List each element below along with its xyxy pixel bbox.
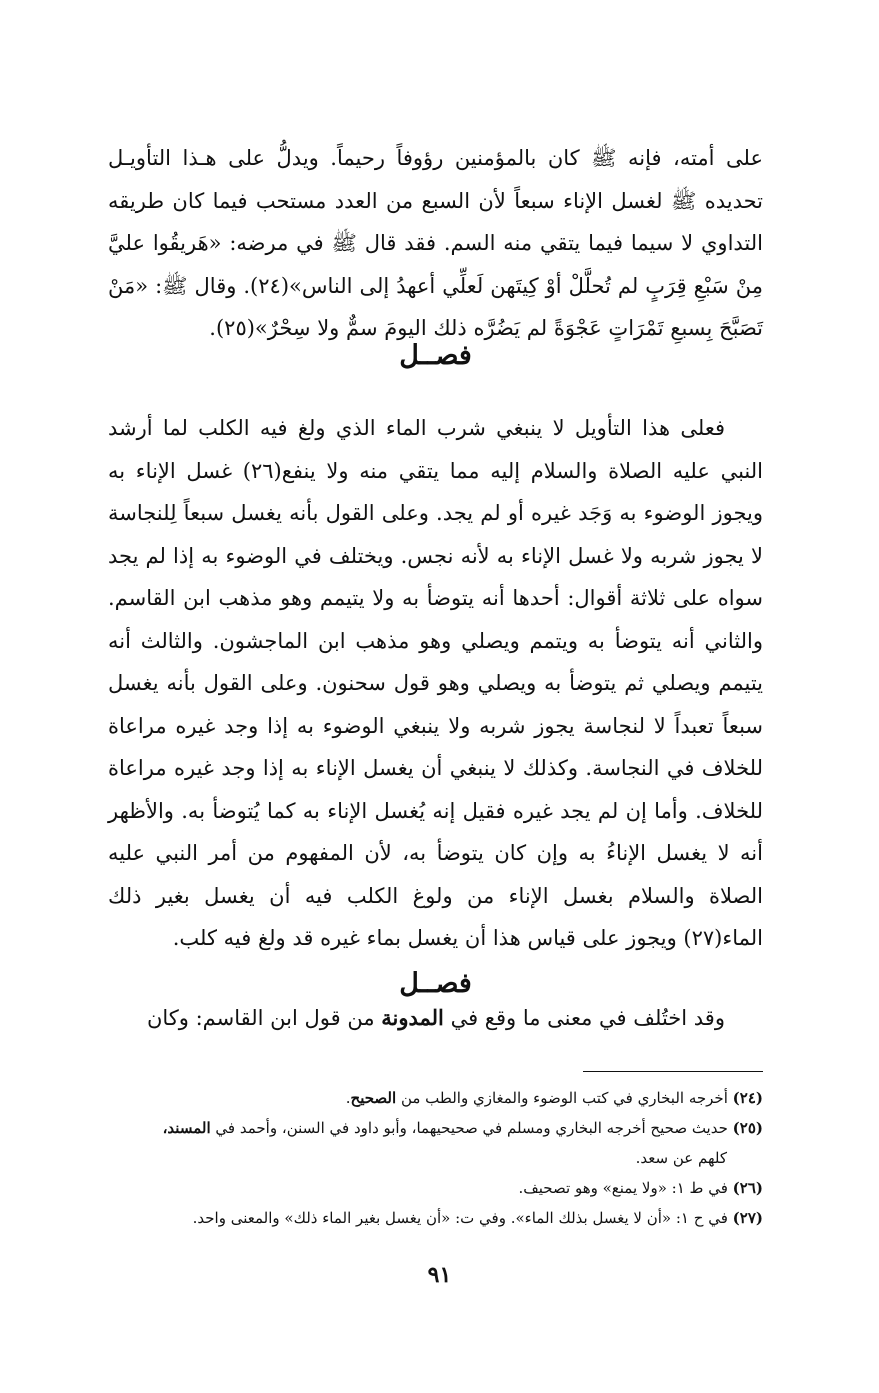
paragraph-continuation: على أمته، فإنه ﷺ كان بالمؤمنين رؤوفاً رحيماً. ويدلُّ على هـذا التأويـل تحديده ﷺ لغسل الإناء سبعاً لأن السبع من العدد مستحب فيما كان طريقه التداوي لا سيما فيما يتقي منه السم. فقد قال ﷺ في مرضه: «هَريقُوا عليَّ مِنْ سَبْعِ قِرَبٍ لم تُحلَّلْ أوْ كِيتَهن لَعلِّي أعهدُ إلى الناس»(٢٤). وقال ﷺ: «مَنْ تَصَبَّحَ بِسبعِ تَمْرَاتٍ عَجْوَةً لم يَضُرَّه ذلك اليومَ سمٌّ ولا سِحْرٌ»(٢٥). — [108, 146, 763, 340]
section-heading: فصــل — [399, 340, 472, 371]
body-text-top — [108, 137, 763, 350]
footnote-25-continuation: كلهم عن سعد. — [635, 1149, 727, 1167]
footnote-26 — [108, 1173, 763, 1203]
section-heading: فصــل — [399, 968, 472, 999]
footnote-number: (٢٧) — [732, 1209, 763, 1227]
footnote-separator — [583, 1071, 763, 1072]
source-title: المسند، — [162, 1119, 211, 1137]
paragraph: فعلى هذا التأويل لا ينبغي شرب الماء الذي ولغ فيه الكلب لما أرشد النبي عليه الصلاة والسلام إليه مما يتقي منه ولا ينفع(٢٦) غسل الإناء به ويجوز الوضوء به وَجَد غيره أو لم يجد. وعلى القول بأنه يغسل سبعاً لِلنجاسة لا يجوز شربه ولا غسل الإناء به لأنه نجس. ويختلف في الوضوء به إذا لم يجد سواه على ثلاثة أقوال: أحدها أنه يتوضأ به ولا يتيمم وهو مذهب ابن القاسم. والثاني أنه يتوضأ به ويتمم ويصلي وهو مذهب ابن الماجشون. والثالث أنه يتيمم ويصلي ثم يتوضأ به ويصلي وهو قول سحنون. وعلى القول بأنه يغسل سبعاً تعبداً لا لنجاسة يجوز شربه ولا ينبغي الوضوء به إذا وجد غيره مراعاة للخلاف في النجاسة. وكذلك لا ينبغي أن يغسل الإناء به إذا وجد غيره مراعاة للخلاف. وأما إن لم يجد غيره فقيل إنه يُغسل الإناء به كما يُتوضأ به. والأظهر أنه لا يغسل الإناءُ به وإن كان يتوضأ به، لأن المفهوم من أمر النبي عليه الصلاة والسلام بغسل الإناء من ولوغ الكلب فيه أن يغسل بغير ذلك الماء(٢٧) ويجوز على قياس هذا أن يغسل بماء غيره قد ولغ فيه كلب. — [108, 416, 763, 950]
footnote-24 — [108, 1083, 763, 1113]
page-number: ٩١ — [427, 1262, 452, 1288]
footnote-text: أخرجه البخاري في كتب الوضوء والمغازي والطب من — [400, 1089, 728, 1107]
paragraph — [108, 997, 763, 1040]
footnote-27 — [108, 1203, 763, 1233]
footnote-number: (٢٦) — [732, 1179, 763, 1197]
footnote-end: . — [345, 1089, 351, 1107]
footnote-25 — [108, 1113, 763, 1143]
footnote-number: (٢٤) — [732, 1089, 763, 1107]
footnote-text: حديث صحيح أخرجه البخاري ومسلم في صحيحيهما، وأبو داود في السنن، وأحمد في — [215, 1119, 728, 1137]
paragraph-text: من قول ابن القاسم: وكان — [146, 1006, 382, 1030]
footnote-text: في ط ١: «ولا يمنع» وهو تصحيف. — [518, 1179, 728, 1197]
body-text-bottom — [108, 997, 763, 1040]
footnote-text: في ح ١: «أن لا يغسل بذلك الماء». وفي ت: «أن يغسل بغير الماء ذلك» والمعنى واحد. — [192, 1209, 728, 1227]
book-title: المدونة — [381, 1005, 444, 1030]
footnote-number: (٢٥) — [732, 1119, 763, 1137]
footnotes — [108, 1083, 763, 1233]
body-text-middle — [108, 407, 763, 960]
source-title: الصحيح — [350, 1089, 397, 1107]
paragraph-text: وقد اختُلف في معنى ما وقع في — [443, 1006, 725, 1030]
